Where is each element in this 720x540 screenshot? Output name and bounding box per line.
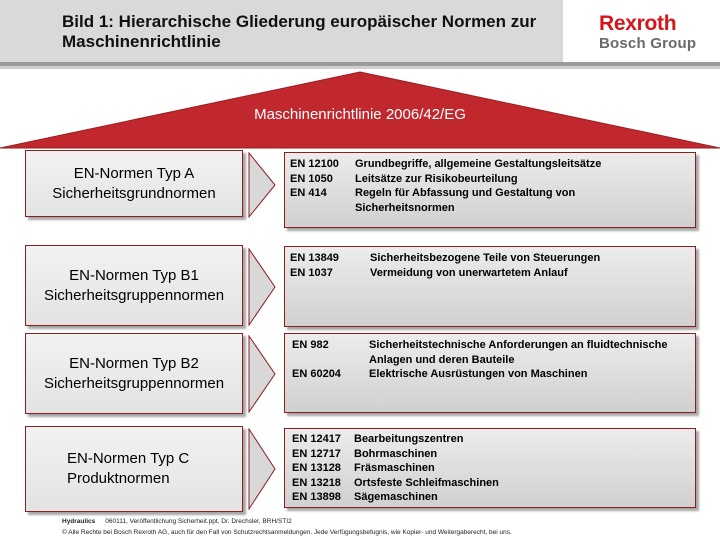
chevron-right-icon bbox=[248, 152, 276, 218]
category-b2-subtitle: Sicherheitsgruppennormen bbox=[43, 374, 225, 392]
footer-copyright: © Alle Rechte bei Bosch Rexroth AG, auch für den Fall von Schutzrechtsanmeldungen. Jede Verfügungsbefugnis, wie Kopier- und Weitergaberecht, bei uns. bbox=[62, 529, 512, 536]
standard-code: EN 1037 bbox=[290, 266, 333, 279]
standard-desc: Sicherheitstechnische Anforderungen an fluidtechnische Anlagen und deren Bauteile bbox=[369, 339, 668, 366]
standard-row bbox=[292, 367, 691, 382]
standard-desc: Vermeidung von unerwartetem Anlauf bbox=[370, 266, 568, 279]
header-divider-light bbox=[0, 66, 720, 69]
standards-box-c bbox=[284, 428, 696, 508]
standard-desc: Regeln für Abfassung und Gestaltung von Sicherheitsnormen bbox=[355, 187, 576, 214]
standard-row bbox=[290, 266, 691, 281]
category-box-b2 bbox=[25, 333, 243, 414]
standard-row bbox=[290, 186, 691, 215]
header-bar bbox=[0, 0, 720, 62]
standard-row bbox=[292, 447, 691, 462]
standard-row bbox=[292, 461, 691, 476]
standard-row bbox=[292, 432, 691, 447]
standard-row bbox=[292, 338, 691, 367]
rexroth-logo bbox=[563, 0, 720, 62]
standard-desc: Fräsmaschinen bbox=[354, 462, 435, 474]
standard-desc: Ortsfeste Schleifmaschinen bbox=[354, 476, 499, 489]
logo-sub: Bosch Group bbox=[599, 35, 697, 52]
footer-info bbox=[62, 518, 292, 525]
standard-desc: Sicherheitsbezogene Teile von Steuerungen bbox=[370, 252, 601, 264]
standards-box-a bbox=[284, 152, 696, 228]
standard-row bbox=[292, 490, 691, 505]
category-a-subtitle: Sicherheitsgrundnormen bbox=[52, 184, 216, 202]
category-b1-title: EN-Normen Typ B1 bbox=[69, 266, 199, 284]
category-c-subtitle: Produktnormen bbox=[67, 470, 170, 487]
standard-code: EN 13849 bbox=[290, 252, 339, 264]
standards-box-b1 bbox=[284, 246, 696, 327]
footer-details: 060111, Veröffentlichung Sicherheit.ppt, Dr. Drechsler, BRH/STI2 bbox=[105, 518, 292, 525]
chevron-right-icon bbox=[248, 248, 276, 326]
standard-code: EN 12417 bbox=[292, 433, 341, 445]
standard-code: EN 60204 bbox=[292, 368, 341, 380]
standard-code: EN 982 bbox=[292, 339, 329, 351]
directive-label: Maschinenrichtlinie 2006/42/EG bbox=[254, 106, 466, 123]
standard-code: EN 13218 bbox=[292, 476, 341, 489]
chevron-right-icon bbox=[248, 335, 276, 413]
category-c-title: EN-Normen Typ C bbox=[67, 450, 190, 467]
standard-row bbox=[292, 476, 691, 491]
standard-row bbox=[290, 251, 691, 266]
category-b1-subtitle: Sicherheitsgruppennormen bbox=[43, 286, 225, 304]
page-title: Bild 1: Hierarchische Gliederung europäischer Normen zur Maschinenrichtlinie bbox=[62, 12, 537, 51]
category-a-title: EN-Normen Typ A bbox=[73, 164, 195, 182]
category-box-b1 bbox=[25, 245, 243, 326]
standard-code: EN 13128 bbox=[292, 462, 341, 474]
standard-desc: Grundbegriffe, allgemeine Gestaltungsleitsätze bbox=[355, 158, 602, 170]
standard-desc: Sägemaschinen bbox=[354, 491, 438, 503]
standard-desc: Bearbeitungszentren bbox=[354, 433, 464, 445]
standard-code: EN 12100 bbox=[290, 158, 339, 170]
standard-code: EN 13898 bbox=[292, 491, 341, 503]
category-box-a bbox=[25, 150, 243, 217]
logo-brand: Rexroth bbox=[599, 12, 677, 35]
standard-code: EN 12717 bbox=[292, 447, 341, 460]
footer-label: Hydraulics bbox=[62, 518, 96, 525]
standard-row bbox=[290, 157, 691, 172]
standard-desc: Bohrmaschinen bbox=[354, 447, 438, 460]
standard-code: EN 414 bbox=[290, 187, 327, 199]
standard-row bbox=[290, 172, 691, 187]
chevron-right-icon bbox=[248, 428, 276, 510]
standards-box-b2 bbox=[284, 333, 696, 413]
standard-desc: Leitsätze zur Risikobeurteilung bbox=[355, 172, 518, 185]
standard-code: EN 1050 bbox=[290, 172, 333, 185]
standard-desc: Elektrische Ausrüstungen von Maschinen bbox=[369, 368, 588, 380]
category-b2-title: EN-Normen Typ B2 bbox=[69, 354, 199, 372]
category-box-c bbox=[25, 426, 243, 512]
